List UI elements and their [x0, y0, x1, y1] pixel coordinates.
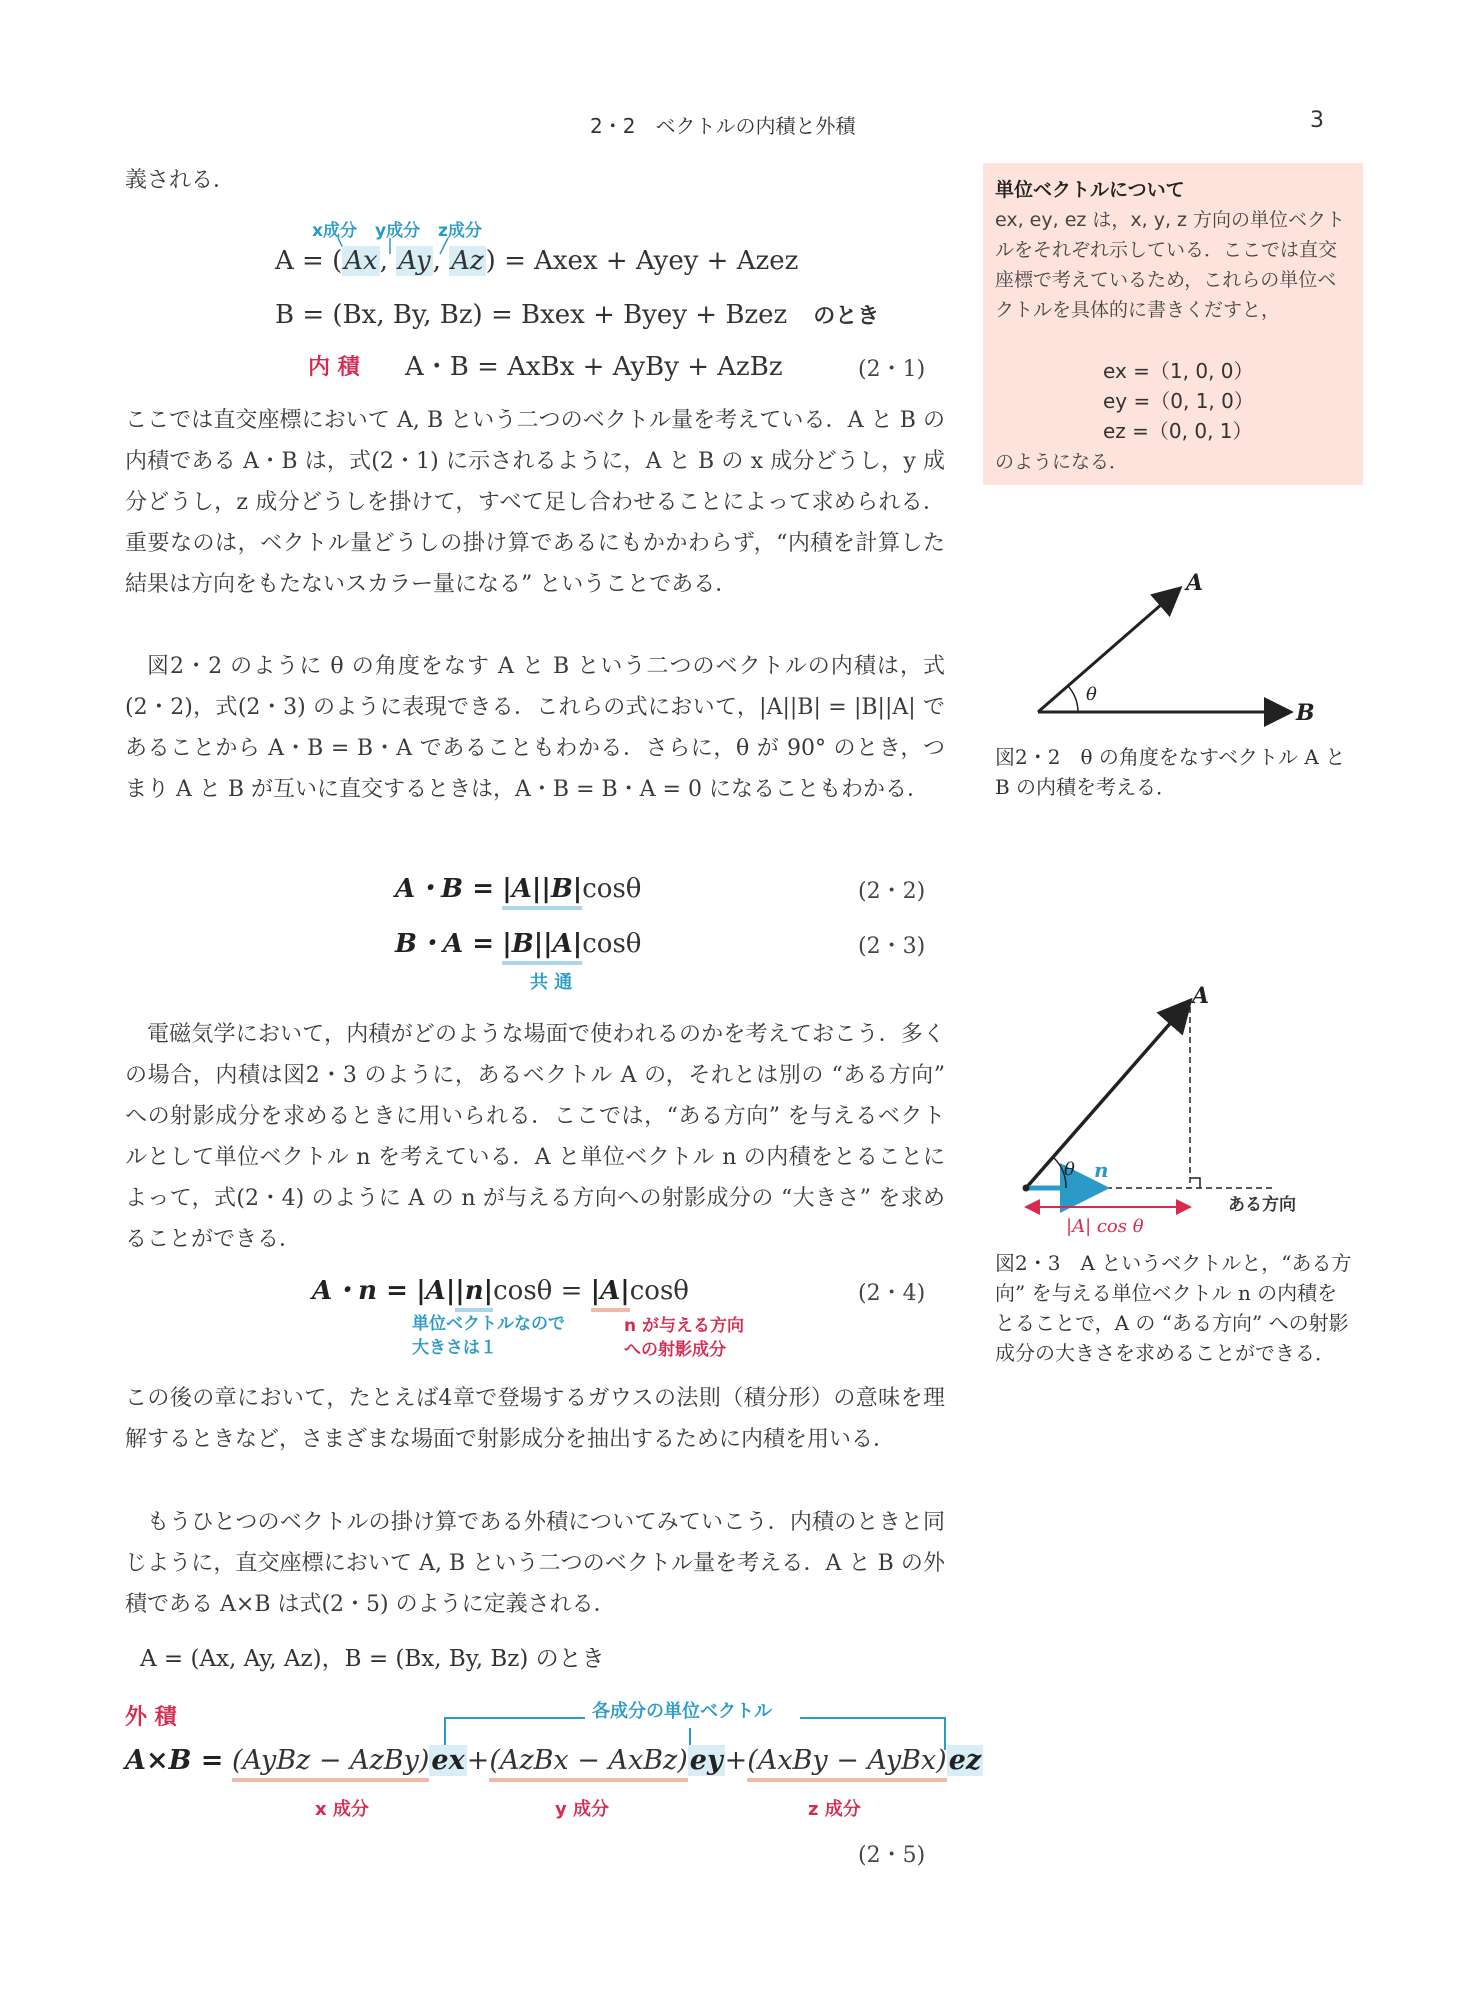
projection-note: n が与える方向 への射影成分	[624, 1316, 745, 1360]
projection-length-label: |A| cos θ	[1066, 1216, 1144, 1237]
equation-2-4: A・n = |A||n|cosθ = |A|cosθ	[312, 1270, 689, 1307]
sidebox-body: ex, ey, ez は，x, y, z 方向の単位ベクトルをそれぞれ示している．ここでは直交座標で考えているため，これらの単位ベクトルを具体的に書きくだすと，	[995, 209, 1346, 321]
figure-2-2-caption: 図2・2 θ の角度をなすベクトル A と B の内積を考える．	[995, 745, 1346, 799]
equation-2-2: A・B = |A||B|cosθ	[395, 868, 641, 905]
inner-product-label: 内 積	[308, 355, 360, 380]
inner-product-formula: A・B = AxBx + AyBy + AzBz	[405, 352, 783, 382]
sidebox-title: 単位ベクトルについて	[995, 179, 1185, 201]
theta-label: θ	[1064, 1159, 1075, 1180]
page-number: 3	[1310, 108, 1324, 133]
cross-product-label: 外 積	[125, 1705, 177, 1730]
y-component-tag: y 成分	[555, 1799, 609, 1820]
equation-number-2-2: (2・2)	[858, 879, 926, 904]
z-component-label: z成分	[438, 221, 482, 241]
figure-2-3	[1010, 985, 1340, 1240]
equation-number-2-1: (2・1)	[858, 357, 926, 382]
z-component-tag: z 成分	[808, 1799, 861, 1820]
equation-A-components: A = (Ax, Ay, Az) = Axex + Ayey + Azez	[275, 246, 799, 276]
equation-number-2-4: (2・4)	[858, 1281, 926, 1306]
unit-vector-note: 単位ベクトルなので 大きさは１	[412, 1314, 565, 1358]
vector-A-arrow	[1038, 590, 1178, 712]
right-angle-mark	[1190, 1178, 1200, 1188]
y-component-label: y成分	[375, 221, 421, 241]
unit-vector-brace-label: 各成分の単位ベクトル	[592, 1701, 772, 1722]
figure-2-3-caption: 図2・3 A というベクトルと，“ある方向” を与える単位ベクトル n の内積をとることで，A の “ある方向” への射影成分の大きさを求めることができる．	[995, 1251, 1352, 1365]
direction-label: ある方向	[1228, 1195, 1296, 1215]
vector-A-label: A	[1192, 985, 1210, 1009]
theta-label: θ	[1086, 684, 1097, 705]
paragraph-3: 電磁気学において，内積がどのような場面で使われるのかを考えておこう．多くの場合，内積は図2・3 のように，あるベクトル A の，それとは別の “ある方向” への射影成分を求めるときに用いられる．ここでは，“ある方向” を与えるベクトルとして単位ベクトル n を考えている．A と単位ベクトル n の内積をとることによって，式(2・4) のように A の n が与える方向への射影成分の “大きさ” を求めることができる．	[125, 1022, 945, 1252]
paragraph-0: 義される．	[125, 168, 236, 193]
sidebox-ey: ey =（0, 1, 0）	[1103, 389, 1254, 413]
sidebox-tail: のようになる．	[995, 451, 1129, 473]
vector-B-label: B	[1296, 700, 1315, 726]
equation-number-2-3: (2・3)	[858, 934, 926, 959]
sidebox-ez: ez =（0, 0, 1）	[1103, 419, 1253, 443]
running-header: 2・2 ベクトルの内積と外積	[590, 114, 856, 138]
equation-B-components: B = (Bx, By, Bz) = Bxex + Byey + Bzez のとき	[275, 300, 880, 330]
vector-A-label: A	[1186, 570, 1204, 596]
origin-dot	[1023, 1185, 1030, 1192]
sidebox-ex: ex =（1, 0, 0）	[1103, 359, 1254, 383]
cross-product-formula: A×B = (AyBz − AzBy)ex+(AzBx − AxBz)ey+(AxBy − AyBx)ez	[125, 1745, 983, 1776]
paragraph-5: もうひとつのベクトルの掛け算である外積についてみていこう．内積のときと同じように，直交座標において A, B という二つのベクトル量を考える．A と B の外積である A×B は式(2・5) のように定義される．	[125, 1510, 945, 1617]
angle-arc	[1068, 686, 1078, 712]
paragraph-1: ここでは直交座標において A, B という二つのベクトル量を考えている．A と B の内積である A・B は，式(2・1) に示されるように，A と B の x 成分どうし，y 成分どうし，z 成分どうしを掛けて，すべて足し合わせることによって求められる．重要なのは，ベクトル量どうしの掛け算であるにもかかわらず，“内積を計算した結果は方向をもたないスカラー量になる” ということである．	[125, 408, 945, 597]
vector-n-label: n	[1094, 1158, 1109, 1182]
x-component-tag: x 成分	[315, 1799, 369, 1820]
common-label: 共 通	[530, 972, 573, 993]
figure-2-2	[1020, 570, 1340, 740]
paragraph-2: 図2・2 のように θ の角度をなす A と B という二つのベクトルの内積は，式(2・2)，式(2・3) のように表現できる．これらの式において，|A||B| = |B||A| であることから A・B = B・A であることもわかる．さらに，θ が 90° のとき，つまり A と B が互いに直交するときは，A・B = B・A = 0 になることもわかる．	[125, 654, 945, 802]
paragraph-4: この後の章において，たとえば4章で登場するガウスの法則（積分形）の意味を理解するときなど，さまざまな場面で射影成分を抽出するために内積を用いる．	[125, 1386, 945, 1452]
x-component-label: x成分	[312, 221, 357, 241]
equation-2-3: B・A = |B||A|cosθ	[395, 923, 641, 960]
cross-product-condition: A = (Ax, Ay, Az)，B = (Bx, By, Bz) のとき	[140, 1646, 605, 1672]
equation-number-2-5: (2・5)	[858, 1843, 926, 1868]
unit-vector-sidebox	[983, 163, 1363, 485]
